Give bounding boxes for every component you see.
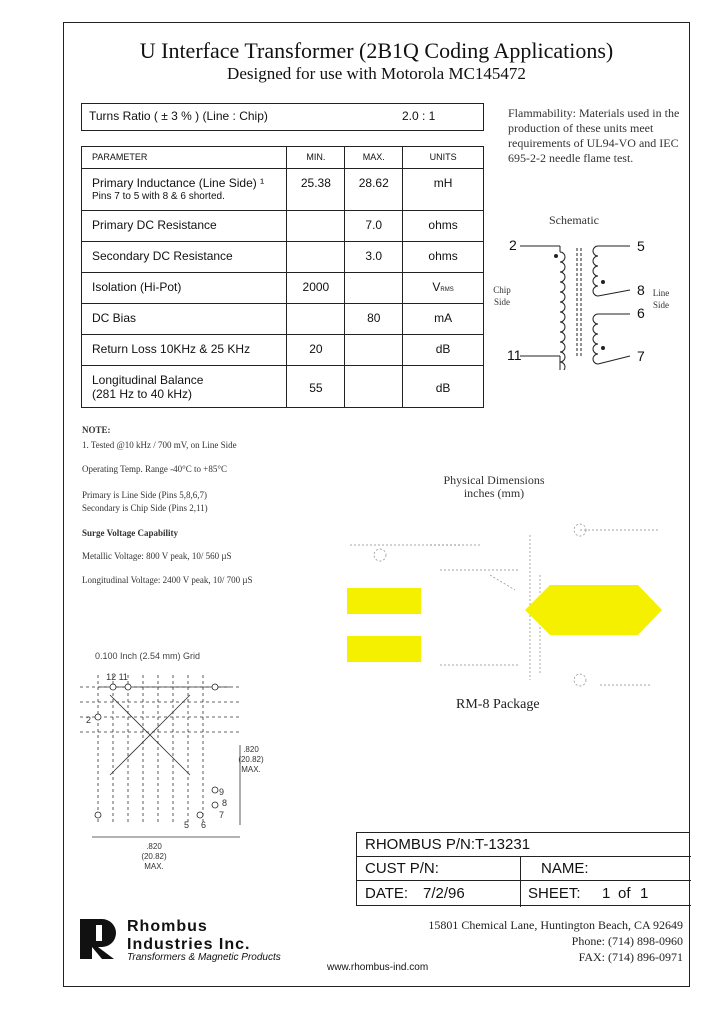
package-top-view [525, 585, 662, 635]
units-value: dB [403, 366, 484, 408]
package-side-view-bar [347, 588, 421, 614]
company-phone: Phone: (714) 898-0960 [571, 934, 683, 948]
param-name: Secondary DC Resistance [82, 242, 287, 273]
max-value [345, 273, 403, 304]
note-item: Surge Voltage Capability [82, 528, 179, 538]
pin-label: 8 [637, 282, 645, 298]
min-value [287, 242, 345, 273]
notes-heading: NOTE: [82, 425, 111, 435]
table-row [82, 335, 484, 366]
grid-pin: 2 [86, 715, 92, 725]
min-value: 55 [287, 366, 345, 408]
max-value: 3.0 [345, 242, 403, 273]
company-name [127, 918, 250, 954]
sheet-label: SHEET: [528, 885, 581, 902]
title-row-date [357, 882, 691, 906]
company-website: www.rhombus-ind.com [327, 962, 429, 973]
company-name-line1: Rhombus [127, 918, 208, 935]
min-value [287, 304, 345, 335]
units-value: ohms [403, 242, 484, 273]
grid-label: 0.100 Inch (2.54 mm) Grid [95, 651, 201, 661]
date-value: 7/2/96 [423, 885, 465, 902]
grid-pin: 5 [184, 820, 190, 830]
spec-table [81, 146, 484, 408]
param-name: Return Loss 10KHz & 25 KHz [82, 335, 287, 366]
turns-ratio-box [81, 103, 484, 131]
company-name-line2: Industries Inc. [127, 936, 251, 953]
date-label: DATE: [365, 885, 409, 902]
schematic-title: Schematic [549, 213, 599, 227]
spec-header-row [82, 147, 484, 169]
param-name: Primary Inductance (Line Side) ¹ [92, 176, 265, 190]
dim-width-mm: (20.82) [141, 852, 167, 861]
units-value: mA [403, 304, 484, 335]
note-item: 1. Tested @10 kHz / 700 mV, on Line Side [82, 440, 237, 450]
sheet-of: of [618, 885, 631, 902]
col-header-units: UNITS [403, 147, 484, 169]
pcb-layout-drawing [80, 665, 250, 845]
pin-label: 11 [507, 347, 522, 363]
turns-ratio-label: Turns Ratio ( ± 3 % ) (Line : Chip) [89, 109, 268, 123]
param-name: DC Bias [82, 304, 287, 335]
title-block [356, 832, 690, 906]
grid-pin: 12 [106, 672, 117, 682]
col-header-parameter: PARAMETER [82, 147, 287, 169]
page-title: U Interface Transformer (2B1Q Coding Applications) [139, 38, 614, 63]
min-value: 2000 [287, 273, 345, 304]
grid-pin: 11 [118, 672, 128, 682]
width-dimension [136, 842, 172, 872]
table-row [82, 366, 484, 408]
dim-width: .820 [146, 842, 162, 851]
rhombus-logo-icon [78, 917, 122, 961]
table-row [82, 273, 484, 304]
cust-label: CUST P/N: [365, 860, 439, 877]
dim-width-note: MAX. [144, 862, 164, 871]
note-item: Operating Temp. Range -40°C to +85°C [82, 464, 227, 474]
units-value: mH [403, 169, 484, 211]
grid-pin: 6 [201, 820, 207, 830]
grid-pin-labels [97, 672, 137, 682]
max-value: 7.0 [345, 211, 403, 242]
polarity-dot [601, 346, 605, 350]
grid-pin: 8 [222, 798, 228, 808]
col-header-max: MAX. [345, 147, 403, 169]
title-block-divider [520, 857, 521, 907]
package-name: RM-8 Package [456, 697, 540, 712]
physical-dimensions-title [424, 474, 564, 500]
max-value [345, 335, 403, 366]
param-note: (281 Hz to 40 kHz) [92, 387, 193, 401]
schematic-diagram [520, 230, 640, 370]
chip-side-label: Chip Side [493, 285, 511, 307]
dim-height-mm: (20.82) [238, 755, 264, 764]
pin-label: 5 [637, 238, 645, 254]
max-value [345, 366, 403, 408]
note-item: Secondary is Chip Side (Pins 2,11) [82, 503, 208, 513]
table-row [82, 304, 484, 335]
note-item: Metallic Voltage: 800 V peak, 10/ 560 µS [82, 551, 232, 561]
polarity-dot [601, 280, 605, 284]
name-label: NAME: [541, 860, 589, 877]
param-name: Longitudinal Balance [92, 373, 204, 387]
grid-pin: 9 [219, 787, 225, 797]
flammability-note: Flammability: Materials used in the production of these units meet requirements of UL94-VO and IEC 695-2-2 needle flame test. [508, 106, 680, 165]
min-value [287, 211, 345, 242]
units-value [403, 273, 484, 304]
title-row-cust [357, 857, 691, 881]
param-note: Pins 7 to 5 with 8 & 6 shorted. [92, 191, 225, 202]
min-value: 25.38 [287, 169, 345, 211]
units-subscript: RMS [440, 287, 454, 293]
table-row [82, 211, 484, 242]
dim-height: .820 [243, 745, 259, 754]
units-value: dB [403, 335, 484, 366]
param-name: Isolation (Hi-Pot) [82, 273, 287, 304]
polarity-dot [554, 254, 558, 258]
company-fax: FAX: (714) 896-0971 [578, 950, 683, 964]
param-name: Primary DC Resistance [82, 211, 287, 242]
units-value: ohms [403, 211, 484, 242]
line-side-label: Line Side [652, 288, 670, 310]
table-row [82, 242, 484, 273]
dim-height-note: MAX. [241, 765, 261, 774]
company-contact [400, 917, 683, 965]
physical-title: Physical Dimensions [443, 473, 545, 487]
max-value: 28.62 [345, 169, 403, 211]
company-tagline: Transformers & Magnetic Products [127, 952, 281, 963]
height-dimension [233, 745, 269, 775]
note-item: Primary is Line Side (Pins 5,8,6,7) [82, 490, 207, 500]
pn-label: RHOMBUS P/N: [365, 836, 476, 853]
page-subtitle: Designed for use with Motorola MC145472 [227, 64, 526, 83]
units-main: V [432, 280, 441, 294]
note-item: Longitudinal Voltage: 2400 V peak, 10/ 700 µS [82, 575, 253, 585]
grid-pin: 7 [219, 810, 225, 820]
min-value: 20 [287, 335, 345, 366]
package-side-view-bar [347, 636, 421, 662]
pin-label: 2 [509, 237, 517, 253]
max-value: 80 [345, 304, 403, 335]
physical-units: inches (mm) [463, 486, 525, 500]
col-header-min: MIN. [287, 147, 345, 169]
turns-ratio-value: 2.0 : 1 [402, 109, 436, 123]
pn-value: T-13231 [475, 836, 531, 853]
pin-label: 7 [637, 348, 645, 364]
pin-label: 6 [637, 305, 645, 321]
sheet-value: 1 [602, 885, 611, 902]
sheet-total: 1 [640, 885, 649, 902]
company-address: 15801 Chemical Lane, Huntington Beach, CA 92649 [428, 918, 683, 932]
title-row-pn [357, 833, 691, 857]
table-row [82, 169, 484, 211]
